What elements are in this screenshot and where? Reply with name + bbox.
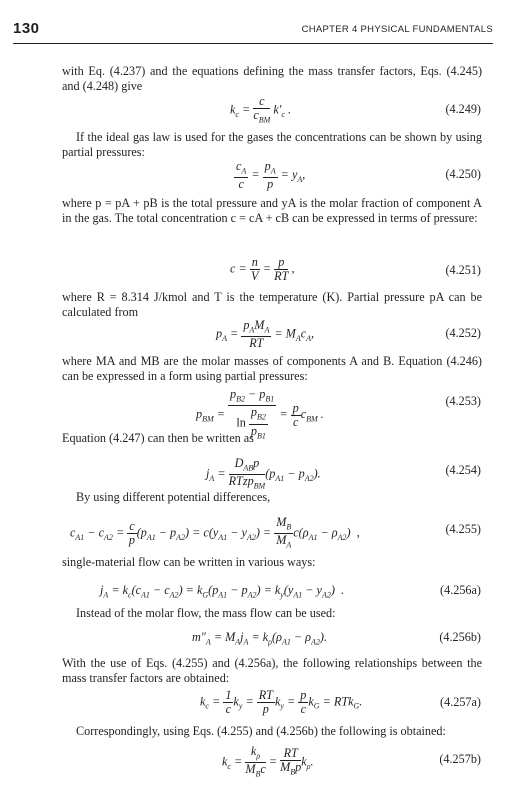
equation-4-257a: $k_c$ = $\frac{1}{c}$ $k_y$ = $\frac{RT}{p}$ $k_y$ = $\frac{p}{c}$ $k_G = RTk_G$. xyxy=(200,688,363,716)
paragraph-7: By using different potential differences, xyxy=(76,490,271,504)
paragraph-4: where R = 8.314 J/kmol and T is the temperature (K). Partial pressure pA can be calculated from xyxy=(62,290,482,319)
equation-4-254: $j_A$ = $\frac{D_{AB}p}{RTzp_{BM}}$ $(p_{A1} - p_{A2})$. xyxy=(206,456,321,491)
equation-number-4-255: (4.255) xyxy=(445,522,481,536)
paragraph-3: where p = pA + pB is the total pressure and yA is the molar fraction of component A in the gas. The total concentration c = cA + cB can be expressed in terms of pressure: xyxy=(62,196,482,225)
equation-number-4-253: (4.253) xyxy=(445,394,481,408)
equation-4-255: $c_{A1} - c_{A2}$ = $\frac{c}{p}$ $(p_{A1} - p_{A2}) = c(y_{A1} - y_{A2})$ = $\frac{M_B}{M_A}$ $c(\rho_{A1} - \rho_{A2})$ , xyxy=(70,515,360,550)
paragraph-1: with Eq. (4.237) and the equations defining the mass transfer factors, Eqs. (4.245) and (4.248) give xyxy=(62,64,482,93)
equation-number-4-250: (4.250) xyxy=(445,167,481,181)
paragraph-10: With the use of Eqs. (4.255) and (4.256a), the following relationships between the mass transfer factors are obtained: xyxy=(62,656,482,685)
equation-4-251: c = $\frac{n}{V}$ = $\frac{p}{RT}$ , xyxy=(230,255,295,283)
paragraph-5: where MA and MB are the molar masses of components A and B. Equation (4.246) can be expressed in a form using partial pressures: xyxy=(62,354,482,383)
paragraph-9: Instead of the molar flow, the mass flow can be used: xyxy=(76,606,336,620)
equation-number-4-256a: (4.256a) xyxy=(440,583,481,597)
equation-number-4-251: (4.251) xyxy=(445,263,481,277)
paragraph-6: Equation (4.247) can then be written as xyxy=(62,431,254,445)
equation-4-256a: $j_A = k_c(c_{A1} - c_{A2}) = k_G(p_{A1} - p_{A2}) = k_y(y_{A1} - y_{A2})$ . xyxy=(100,583,345,600)
equation-number-4-249: (4.249) xyxy=(445,102,481,116)
equation-number-4-256b: (4.256b) xyxy=(439,630,481,644)
page-number: 130 xyxy=(13,20,40,37)
equation-number-4-257b: (4.257b) xyxy=(439,752,481,766)
equation-number-4-257a: (4.257a) xyxy=(440,695,481,709)
equation-number-4-254: (4.254) xyxy=(445,463,481,477)
equation-4-252: $p_A$ = $\frac{p_AM_A}{RT}$ = $M_Ac_A$, xyxy=(216,318,315,351)
paragraph-11: Correspondingly, using Eqs. (4.255) and (4.256b) the following is obtained: xyxy=(76,724,446,738)
equation-4-253: $p_{BM}$ = $p_{B2} - p_{B1}$ ln $\frac{p_{B2}}{p_{B1}}$ = $\frac{p}{c}$ $c_{BM}$ . xyxy=(196,387,324,441)
equation-4-257b: $k_c$ = $\frac{k_\rho}{M_Bc}$ = $\frac{RT}{M_Bp}$ $k_\rho$. xyxy=(222,744,314,779)
paragraph-8: single-material flow can be written in various ways: xyxy=(62,555,316,569)
header-rule xyxy=(13,43,493,44)
running-head: CHAPTER 4 PHYSICAL FUNDAMENTALS xyxy=(301,24,493,35)
equation-4-249: $k_c$ = $\frac{c}{c_{BM}}$ $k'_c$ . xyxy=(230,94,292,125)
paragraph-2: If the ideal gas law is used for the gases the concentrations can be shown by using partial pressures: xyxy=(62,130,482,159)
equation-4-256b: $m''_A = M_Aj_A = k_\rho(\rho_{A1} - \rho_{A2})$. xyxy=(192,630,327,647)
equation-4-250: $\frac{c_A}{c}$ = $\frac{p_A}{p}$ = $y_A$, xyxy=(236,159,306,192)
equation-number-4-252: (4.252) xyxy=(445,326,481,340)
